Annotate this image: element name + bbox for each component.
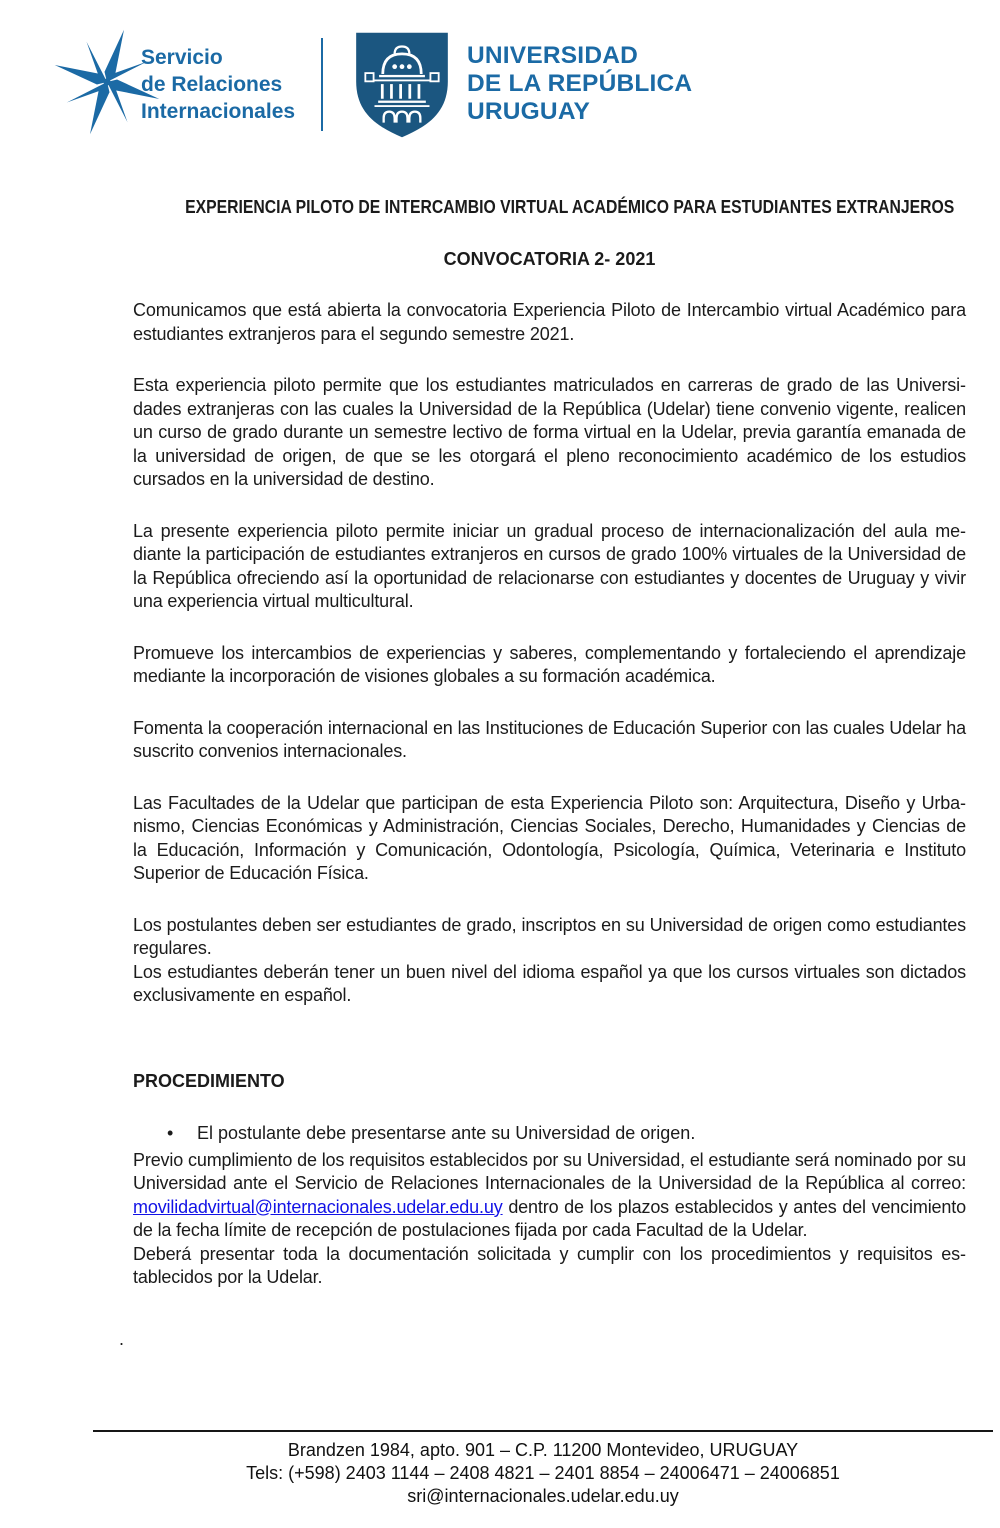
document-footer [93,1430,993,1508]
paragraph-documentation: Deberá presentar toda la documentación solicitada y cumplir con los procedimientos y requisitos establecidos por la Udelar. [133,1243,966,1287]
footer-address: Brandzen 1984, apto. 901 – C.P. 11200 Montevideo, URUGUAY [287,1440,799,1460]
sri-logo-line-1: Servicio [141,46,223,69]
paragraph-facultades: Las Facultades de la Udelar que participan de esta Experiencia Piloto son: Arquitectura, Diseño y Urbanismo, Ciencias Económicas y Administración, Ciencias Sociales, Derecho, Humanidades y Ciencias de la Educación, Información y Comunicación, Odontología, Psicología, Química, Veterinaria e Instituto Superior de Educación Física. [133,792,966,883]
procedure-heading: PROCEDIMIENTO [133,1070,285,1091]
paragraph-pilot-description: Esta experiencia piloto permite que los estudiantes matriculados en carreras de grado de las Universidades extranjeras con las cuales la Universidad de la República (Udelar) tiene convenio vigente, realicen un curso de grado durante un semestre lectivo de forma virtual en la Udelar, previa garantía emanada de la universidad de origen, de que se les otorgará el pleno reconocimiento académico de los estudios cursados en la universidad de destino. [133,375,966,489]
procedure-text-before-link: Previo cumplimiento de los requisitos establecidos por su Universidad, el estudiante será nominado por su Universidad ante el Servicio de Relaciones Internacionales de la Universidad de la República al correo: [133,1149,966,1193]
paragraph-promueve: Promueve los intercambios de experiencias y saberes, complementando y fortaleciendo el aprendizaje mediante la incorporación de visiones globales a su formación académica. [133,642,966,686]
paragraph-procedure [133,1149,966,1243]
lone-period: . [119,1328,125,1349]
bullet-text: El postulante debe presentarse ante su Universidad de origen. [197,1123,696,1143]
document-subtitle: CONVOCATORIA 2- 2021 [443,248,656,269]
paragraph-requisito-grado: Los postulantes deben ser estudiantes de grado, inscriptos en su Universidad de origen como estudiantes regulares. [133,914,966,958]
bullet-item [133,1122,966,1146]
udelar-logo-line-2: DE LA REPÚBLICA [467,70,693,97]
document-title: EXPERIENCIA PILOTO DE INTERCAMBIO VIRTUAL ACADÉMICO PARA ESTUDIANTES EXTRANJEROS [185,197,955,217]
paragraph-fomenta: Fomenta la cooperación internacional en las Instituciones de Educación Superior con las cuales Udelar ha suscrito convenios internacionales. [133,717,966,761]
paragraph-internationalization: La presente experiencia piloto permite iniciar un gradual proceso de internacionalización del aula mediante la participación de estudiantes extranjeros en cursos de grado 100% virtuales de la Universidad de la República ofreciendo así la oportunidad de relacionarse con estudiantes y docentes de Uruguay y vivir una experiencia virtual multicultural. [133,520,966,611]
udelar-logo-line-1: UNIVERSIDAD [467,42,638,69]
sri-logo-line-2: de Relaciones [141,73,283,96]
bullet-icon: • [167,1123,174,1143]
footer-email: sri@internacionales.udelar.edu.uy [407,1486,679,1506]
procedure-text-after-link: dentro de los plazos establecidos y antes del vencimiento de la fecha límite de recepción de postulaciones fijada por cada Facultad de la Udelar. [133,1196,966,1240]
sri-logo-line-3: Internacionales [141,100,296,123]
footer-phones: Tels: (+598) 2403 1144 – 2408 4821 – 2401 8854 – 24006471 – 24006851 [246,1463,840,1483]
email-link[interactable]: movilidadvirtual@internacionales.udelar.edu.uy [133,1196,503,1217]
paragraph-requisito-idioma: Los estudiantes deberán tener un buen nivel del idioma español ya que los cursos virtuales son dictados exclusivamente en español. [133,961,966,1005]
udelar-logo-line-3: URUGUAY [467,98,591,125]
paragraph-announcement: Comunicamos que está abierta la convocatoria Experiencia Piloto de Intercambio virtual Académico para estudiantes extranjeros para el segundo semestre 2021. [133,300,966,344]
document-body [119,0,966,1351]
